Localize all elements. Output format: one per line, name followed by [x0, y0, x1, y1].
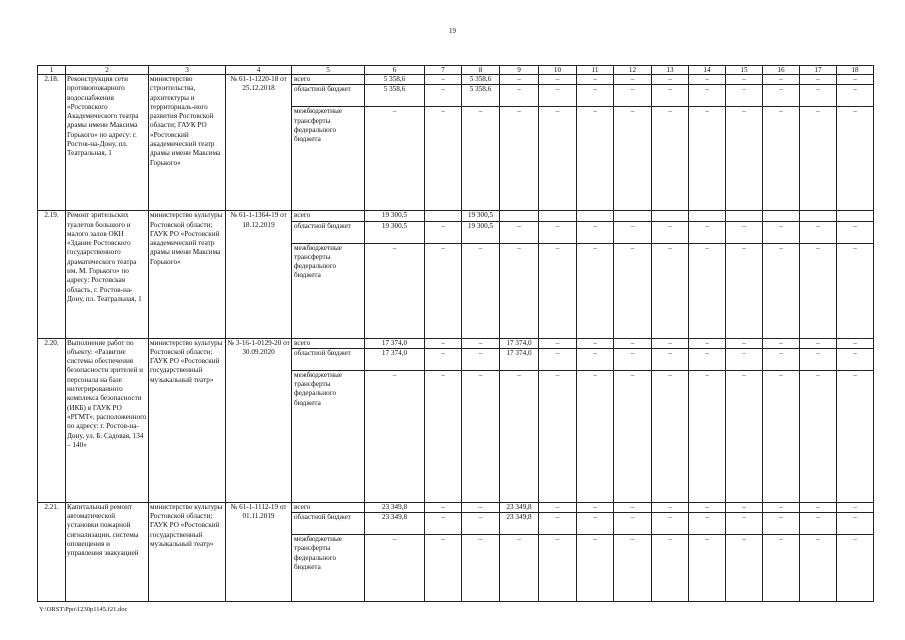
column-number-2: 2 — [66, 66, 149, 75]
amount-cell-col-14: – — [689, 513, 726, 535]
row-number-cell: 2.19. — [38, 211, 66, 338]
amount-cell-col-15: – — [726, 85, 763, 107]
column-number-14: 14 — [689, 66, 726, 75]
amount-cell-col-11: – — [577, 513, 614, 535]
header-row — [38, 66, 874, 75]
amount-cell-col-6: 17 374,0 — [365, 338, 425, 348]
amount-cell-col-7: – — [425, 535, 462, 602]
amount-cell-col-13: – — [652, 370, 689, 502]
object-name-cell: Реконструкция сети противопожарного водоснабжения «Ростовского Академического театра драмы имени Максима Горького» по адресу: г. Ростов-на-Дону, пл. Театральная, 1 — [66, 75, 149, 211]
column-number-6: 6 — [365, 66, 425, 75]
column-number-3: 3 — [149, 66, 226, 75]
amount-cell-col-14: – — [689, 502, 726, 512]
amount-cell-col-13: – — [652, 513, 689, 535]
customer-cell: министерство строительства, архитектуры и территориаль-ного развития Ростовской области; ГАУК РО «Ростовский академический театр драмы имени Максима Горького» — [149, 75, 226, 211]
amount-cell-col-11: – — [577, 75, 614, 85]
amount-cell-col-15: – — [726, 370, 763, 502]
page-number: 19 — [449, 27, 456, 35]
column-number-12: 12 — [614, 66, 652, 75]
amount-cell-col-11: – — [577, 85, 614, 107]
amount-cell-col-8: 5 358,6 — [462, 75, 500, 85]
customer-cell: министерство культуры Ростовской области; ГАУК РО «Ростовский государственный музыкальный театр» — [149, 338, 226, 502]
amount-cell-col-8: – — [462, 502, 500, 512]
amount-cell-col-14: – — [689, 338, 726, 348]
amount-cell-col-6: 19 300,5 — [365, 221, 425, 243]
document-number-cell: № 61-1-1220-18 от 25.12.2018 — [226, 75, 292, 211]
amount-cell-col-13: – — [652, 348, 689, 370]
amount-cell-col-9: – — [500, 243, 539, 338]
amount-cell-col-11: – — [577, 535, 614, 602]
amount-cell-col-12: – — [614, 502, 652, 512]
funding-source-cell: областной бюджет — [292, 348, 365, 370]
amount-cell-col-9 — [500, 211, 539, 221]
funding-source-cell: областной бюджет — [292, 513, 365, 535]
amount-cell-col-14: – — [689, 221, 726, 243]
amount-cell-col-9: 23 349,8 — [500, 502, 539, 512]
amount-cell-col-12: – — [614, 348, 652, 370]
amount-cell-col-16: – — [763, 107, 800, 211]
amount-cell-col-14: – — [689, 243, 726, 338]
amount-cell-col-17: – — [800, 243, 837, 338]
amount-cell-col-9: – — [500, 370, 539, 502]
amount-cell-col-16: – — [763, 348, 800, 370]
amount-cell-col-15: – — [726, 221, 763, 243]
amount-cell-col-11: – — [577, 348, 614, 370]
amount-cell-col-15: – — [726, 338, 763, 348]
funding-source-cell: всего — [292, 338, 365, 348]
amount-cell-col-15: – — [726, 243, 763, 338]
amount-cell-col-12: – — [614, 85, 652, 107]
amount-cell-col-8: – — [462, 513, 500, 535]
amount-cell-col-8: – — [462, 535, 500, 602]
amount-cell-col-18: – — [837, 107, 874, 211]
funding-source-cell: всего — [292, 75, 365, 85]
amount-cell-col-18: – — [837, 221, 874, 243]
document-number-cell: № 3-16-1-0129-20 от 30.09.2020 — [226, 338, 292, 502]
amount-cell-col-6: – — [365, 243, 425, 338]
amount-cell-col-8: 5 358,6 — [462, 85, 500, 107]
column-number-18: 18 — [837, 66, 874, 75]
amount-cell-col-16: – — [763, 502, 800, 512]
amount-cell-col-6: 23 349,8 — [365, 502, 425, 512]
amount-cell-col-13 — [652, 211, 689, 221]
amount-cell-col-15: – — [726, 502, 763, 512]
amount-cell-col-15 — [726, 211, 763, 221]
amount-cell-col-18: – — [837, 243, 874, 338]
table-row — [38, 502, 874, 512]
amount-cell-col-7: – — [425, 243, 462, 338]
amount-cell-col-10: – — [539, 348, 577, 370]
amount-cell-col-14: – — [689, 107, 726, 211]
amount-cell-col-16: – — [763, 221, 800, 243]
funding-source-cell: межбюджетные трансферты федерального бюджета — [292, 535, 365, 602]
amount-cell-col-10: – — [539, 502, 577, 512]
amount-cell-col-12: – — [614, 243, 652, 338]
amount-cell-col-10: – — [539, 85, 577, 107]
column-number-8: 8 — [462, 66, 500, 75]
amount-cell-col-15: – — [726, 107, 763, 211]
amount-cell-col-11 — [577, 211, 614, 221]
funding-source-cell: межбюджетные трансферты федерального бюджета — [292, 243, 365, 338]
amount-cell-col-9: – — [500, 221, 539, 243]
amount-cell-col-12: – — [614, 370, 652, 502]
amount-cell-col-9: 17 374,0 — [500, 348, 539, 370]
amount-cell-col-11: – — [577, 338, 614, 348]
amount-cell-col-13: – — [652, 107, 689, 211]
amount-cell-col-10: – — [539, 370, 577, 502]
row-number-cell: 2.18. — [38, 75, 66, 211]
amount-cell-col-14: – — [689, 85, 726, 107]
amount-cell-col-13: – — [652, 85, 689, 107]
amount-cell-col-10: – — [539, 535, 577, 602]
column-number-1: 1 — [38, 66, 66, 75]
amount-cell-col-6: 17 374,0 — [365, 348, 425, 370]
funding-source-cell: всего — [292, 502, 365, 512]
column-number-15: 15 — [726, 66, 763, 75]
amount-cell-col-10: – — [539, 338, 577, 348]
amount-cell-col-16: – — [763, 243, 800, 338]
amount-cell-col-16: – — [763, 513, 800, 535]
amount-cell-col-7: – — [425, 338, 462, 348]
amount-cell-col-6: 5 358,6 — [365, 75, 425, 85]
file-path-footer: Y:\ORST\Ppo\1230p1145.f21.doc — [39, 606, 128, 613]
amount-cell-col-12: – — [614, 535, 652, 602]
row-number-cell: 2.20. — [38, 338, 66, 502]
column-number-13: 13 — [652, 66, 689, 75]
column-number-17: 17 — [800, 66, 837, 75]
amount-cell-col-17: – — [800, 370, 837, 502]
amount-cell-col-11: – — [577, 243, 614, 338]
amount-cell-col-13: – — [652, 502, 689, 512]
object-name-cell: Капитальный ремонт автоматической установки пожарной сигнализации, системы оповещения и управления эвакуацией — [66, 502, 149, 601]
amount-cell-col-6: 19 300,5 — [365, 211, 425, 221]
amount-cell-col-11: – — [577, 502, 614, 512]
funding-source-cell: всего — [292, 211, 365, 221]
amount-cell-col-7: – — [425, 370, 462, 502]
amount-cell-col-14: – — [689, 348, 726, 370]
object-name-cell: Выполнение работ по объекту: «Развитие системы обеспечения безопасности зрителей и персонала на базе интегрированного комплекса безопасности (ИКБ) в ГАУК РО «РГМТ», расположенного по адресу: г. Ростов-на-Дону, ул. Б. Садовая, 134 – 140» — [66, 338, 149, 502]
amount-cell-col-9: – — [500, 85, 539, 107]
amount-cell-col-9: – — [500, 75, 539, 85]
amount-cell-col-6: – — [365, 535, 425, 602]
amount-cell-col-10: – — [539, 243, 577, 338]
amount-cell-col-10: – — [539, 107, 577, 211]
amount-cell-col-17: – — [800, 338, 837, 348]
amount-cell-col-13: – — [652, 338, 689, 348]
amount-cell-col-7: – — [425, 513, 462, 535]
amount-cell-col-18: – — [837, 85, 874, 107]
amount-cell-col-17: – — [800, 75, 837, 85]
amount-cell-col-18: – — [837, 348, 874, 370]
amount-cell-col-15: – — [726, 513, 763, 535]
amount-cell-col-10: – — [539, 513, 577, 535]
amount-cell-col-7: – — [425, 221, 462, 243]
amount-cell-col-12: – — [614, 75, 652, 85]
customer-cell: министерство культуры Ростовской области; ГАУК РО «Ростовский академический театр драмы имени Максима Горького» — [149, 211, 226, 338]
column-number-11: 11 — [577, 66, 614, 75]
amount-cell-col-10: – — [539, 75, 577, 85]
amount-cell-col-8: – — [462, 243, 500, 338]
amount-cell-col-7: – — [425, 502, 462, 512]
amount-cell-col-16: – — [763, 535, 800, 602]
amount-cell-col-6: 5 358,6 — [365, 85, 425, 107]
table-row — [38, 338, 874, 348]
amount-cell-col-7: – — [425, 107, 462, 211]
amount-cell-col-10 — [539, 211, 577, 221]
amount-cell-col-8: 19 300,5 — [462, 211, 500, 221]
amount-cell-col-15: – — [726, 535, 763, 602]
document-number-cell: № 61-1-1112-19 от 01.11.2019 — [226, 502, 292, 601]
amount-cell-col-10: – — [539, 221, 577, 243]
amount-cell-col-8: – — [462, 338, 500, 348]
amount-cell-col-16: – — [763, 85, 800, 107]
amount-cell-col-14: – — [689, 535, 726, 602]
amount-cell-col-12: – — [614, 221, 652, 243]
amount-cell-col-7: – — [425, 348, 462, 370]
amount-cell-col-15: – — [726, 348, 763, 370]
amount-cell-col-18: – — [837, 370, 874, 502]
table-row — [38, 75, 874, 85]
funding-source-cell: межбюджетные трансферты федерального бюджета — [292, 107, 365, 211]
amount-cell-col-12: – — [614, 107, 652, 211]
amount-cell-col-17: – — [800, 348, 837, 370]
amount-cell-col-8: – — [462, 370, 500, 502]
column-number-9: 9 — [500, 66, 539, 75]
funding-source-cell: межбюджетные трансферты федерального бюджета — [292, 370, 365, 502]
document-number-cell: № 61-1-1364-19 от 18.12.2019 — [226, 211, 292, 338]
amount-cell-col-17: – — [800, 513, 837, 535]
amount-cell-col-13: – — [652, 221, 689, 243]
amount-cell-col-8: 19 300,5 — [462, 221, 500, 243]
table-row — [38, 211, 874, 221]
amount-cell-col-16: – — [763, 370, 800, 502]
amount-cell-col-12 — [614, 211, 652, 221]
amount-cell-col-13: – — [652, 75, 689, 85]
amount-cell-col-17: – — [800, 107, 837, 211]
amount-cell-col-15: – — [726, 75, 763, 85]
amount-cell-col-18 — [837, 211, 874, 221]
amount-cell-col-6: – — [365, 370, 425, 502]
column-number-4: 4 — [226, 66, 292, 75]
amount-cell-col-9: – — [500, 535, 539, 602]
amount-cell-col-8: – — [462, 348, 500, 370]
column-number-7: 7 — [425, 66, 462, 75]
amount-cell-col-17: – — [800, 502, 837, 512]
row-number-cell: 2.21. — [38, 502, 66, 601]
column-number-10: 10 — [539, 66, 577, 75]
amount-cell-col-18: – — [837, 535, 874, 602]
amount-cell-col-12: – — [614, 513, 652, 535]
amount-cell-col-13: – — [652, 535, 689, 602]
column-number-5: 5 — [292, 66, 365, 75]
object-name-cell: Ремонт зрительских туалетов большого и малого залов ОКН «Здание Ростовского государственного драматического театра им. М. Горького» по адресу: Ростовская область, г. Ростов-на-Дону, пл. Театральная, 1 — [66, 211, 149, 338]
amount-cell-col-17 — [800, 211, 837, 221]
amount-cell-col-7: – — [425, 85, 462, 107]
amount-cell-col-17: – — [800, 85, 837, 107]
amount-cell-col-16: – — [763, 338, 800, 348]
amount-cell-col-6: 23 349,8 — [365, 513, 425, 535]
amount-cell-col-16 — [763, 211, 800, 221]
amount-cell-col-6: – — [365, 107, 425, 211]
amount-cell-col-17: – — [800, 535, 837, 602]
customer-cell: министерство культуры Ростовской области; ГАУК РО «Ростовский государственный музыкальный театр» — [149, 502, 226, 601]
amount-cell-col-14: – — [689, 75, 726, 85]
amount-cell-col-9: 23 349,8 — [500, 513, 539, 535]
amount-cell-col-12: – — [614, 338, 652, 348]
funding-source-cell: областной бюджет — [292, 221, 365, 243]
amount-cell-col-9: – — [500, 107, 539, 211]
amount-cell-col-13: – — [652, 243, 689, 338]
amount-cell-col-14: – — [689, 370, 726, 502]
funding-source-cell: областной бюджет — [292, 85, 365, 107]
amount-cell-col-7 — [425, 211, 462, 221]
amount-cell-col-18: – — [837, 75, 874, 85]
amount-cell-col-7: – — [425, 75, 462, 85]
amount-cell-col-16: – — [763, 75, 800, 85]
program-table — [37, 65, 874, 602]
amount-cell-col-8: – — [462, 107, 500, 211]
amount-cell-col-18: – — [837, 513, 874, 535]
amount-cell-col-17: – — [800, 221, 837, 243]
amount-cell-col-9: 17 374,0 — [500, 338, 539, 348]
amount-cell-col-18: – — [837, 338, 874, 348]
amount-cell-col-18: – — [837, 502, 874, 512]
amount-cell-col-11: – — [577, 370, 614, 502]
amount-cell-col-11: – — [577, 107, 614, 211]
amount-cell-col-14 — [689, 211, 726, 221]
column-number-16: 16 — [763, 66, 800, 75]
amount-cell-col-11: – — [577, 221, 614, 243]
